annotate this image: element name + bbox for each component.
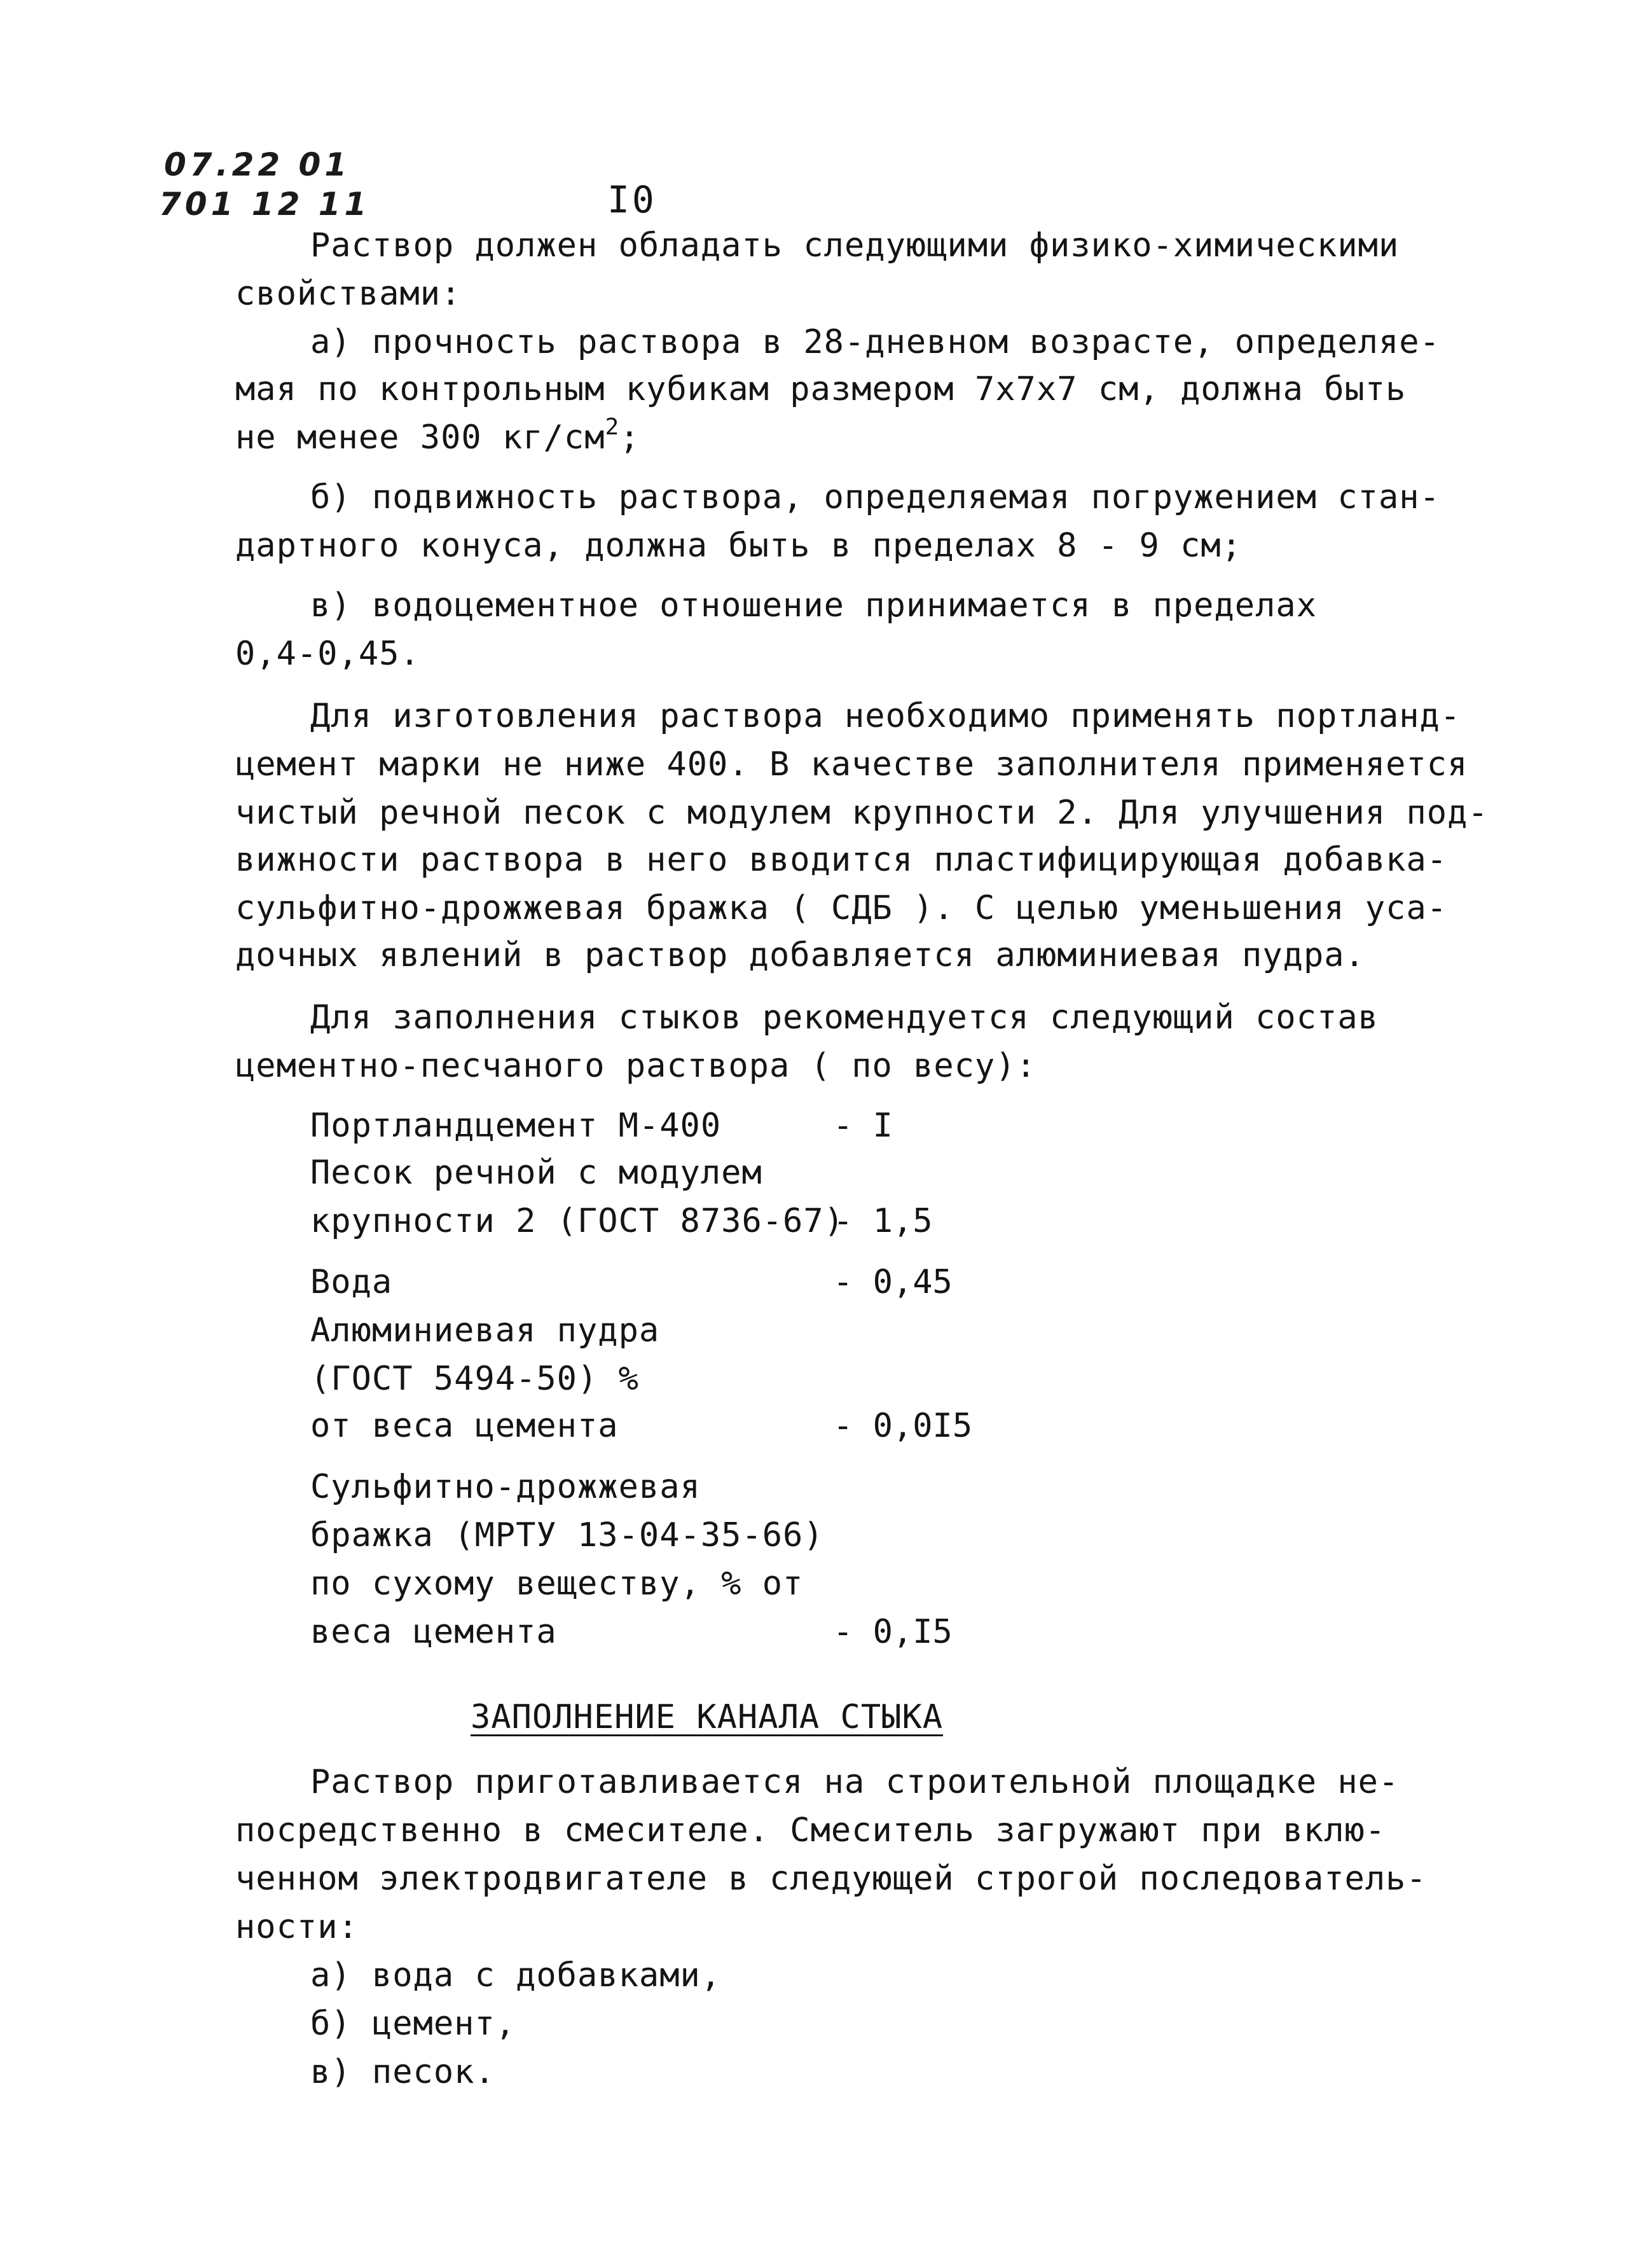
property-b-line-1: б) подвижность раствора, определяемая погружением стан- bbox=[310, 478, 1440, 516]
sequence-item-3: в) песок. bbox=[310, 2053, 495, 2091]
intro-line-1: Раствор должен обладать следующими физико-химическими bbox=[310, 226, 1400, 265]
para2-line-6: дочных явлений в раствор добавляется алюминиевая пудра. bbox=[235, 936, 1365, 974]
composition-item-5-line-3: по сухому веществу, % от bbox=[310, 1565, 804, 1603]
property-a-semicolon: ; bbox=[619, 418, 640, 457]
section-heading: ЗАПОЛНЕНИЕ КАНАЛА СТЫКА bbox=[471, 1698, 944, 1736]
property-c-line-2: 0,4-0,45. bbox=[235, 635, 420, 673]
para2-line-3: чистый речной песок с модулем крупности 2. Для улучшения под- bbox=[235, 794, 1489, 832]
composition-item-2-value: - 1,5 bbox=[833, 1202, 933, 1240]
composition-item-4-line-3: от веса цемента bbox=[310, 1407, 619, 1445]
composition-item-3-value: - 0,45 bbox=[833, 1263, 953, 1301]
composition-item-5-value: - 0,I5 bbox=[833, 1613, 953, 1651]
property-a-line-1: а) прочность раствора в 28-дневном возрасте, определяе- bbox=[310, 323, 1440, 361]
para2-line-2: цемент марки не ниже 400. В качестве заполнителя применяется bbox=[235, 745, 1468, 784]
handwritten-note-1: 07.22 01 bbox=[164, 146, 351, 183]
superscript-2: 2 bbox=[605, 414, 620, 440]
para3-line-1: Для заполнения стыков рекомендуется следующий состав bbox=[310, 999, 1379, 1037]
property-b-line-2: дартного конуса, должна быть в пределах 8 - 9 см; bbox=[235, 527, 1242, 565]
composition-item-4-value: - 0,0I5 bbox=[833, 1407, 973, 1445]
property-a-value: не менее 300 кг/см bbox=[235, 418, 605, 457]
para3-line-2: цементно-песчаного раствора ( по весу): bbox=[235, 1047, 1036, 1085]
composition-item-1-line-1: Портландцемент М-400 bbox=[310, 1107, 722, 1145]
composition-item-1-value: - I bbox=[833, 1107, 893, 1145]
para2-line-5: сульфитно-дрожжевая бражка ( СДБ ). С целью уменьшения уса- bbox=[235, 889, 1448, 927]
section-line-1: Раствор приготавливается на строительной площадке не- bbox=[310, 1763, 1400, 1801]
property-a-line-2: мая по контрольным кубикам размером 7х7х7 см, должна быть bbox=[235, 370, 1407, 408]
section-line-2: посредственно в смесителе. Смеситель загружают при вклю- bbox=[235, 1811, 1386, 1850]
intro-line-2: свойствами: bbox=[235, 275, 462, 313]
property-c-line-1: в) водоцементное отношение принимается в пределах bbox=[310, 586, 1318, 625]
composition-item-5-line-2: бражка (МРТУ 13-04-35-66) bbox=[310, 1516, 824, 1554]
composition-item-5-line-4: веса цемента bbox=[310, 1613, 557, 1651]
para2-line-1: Для изготовления раствора необходимо применять портланд- bbox=[310, 697, 1461, 735]
para2-line-4: вижности раствора в него вводится пластифицирующая добавка- bbox=[235, 841, 1448, 879]
page-number: I0 bbox=[607, 178, 657, 221]
sequence-item-1: а) вода с добавками, bbox=[310, 1956, 722, 1995]
composition-item-5-line-1: Сульфитно-дрожжевая bbox=[310, 1468, 701, 1506]
property-a-line-3 bbox=[235, 414, 640, 457]
composition-item-2-line-1: Песок речной с модулем bbox=[310, 1154, 762, 1192]
composition-item-2-line-2: крупности 2 (ГОСТ 8736-67) bbox=[310, 1202, 844, 1240]
handwritten-note-2: 701 12 11 bbox=[159, 186, 371, 223]
composition-item-3-line-1: Вода bbox=[310, 1263, 393, 1301]
section-line-3: ченном электродвигателе в следующей строгой последователь- bbox=[235, 1860, 1427, 1898]
composition-item-4-line-2: (ГОСТ 5494-50) % bbox=[310, 1360, 639, 1398]
composition-item-4-line-1: Алюминиевая пудра bbox=[310, 1311, 660, 1350]
section-line-4: ности: bbox=[235, 1908, 359, 1946]
sequence-item-2: б) цемент, bbox=[310, 2005, 516, 2043]
